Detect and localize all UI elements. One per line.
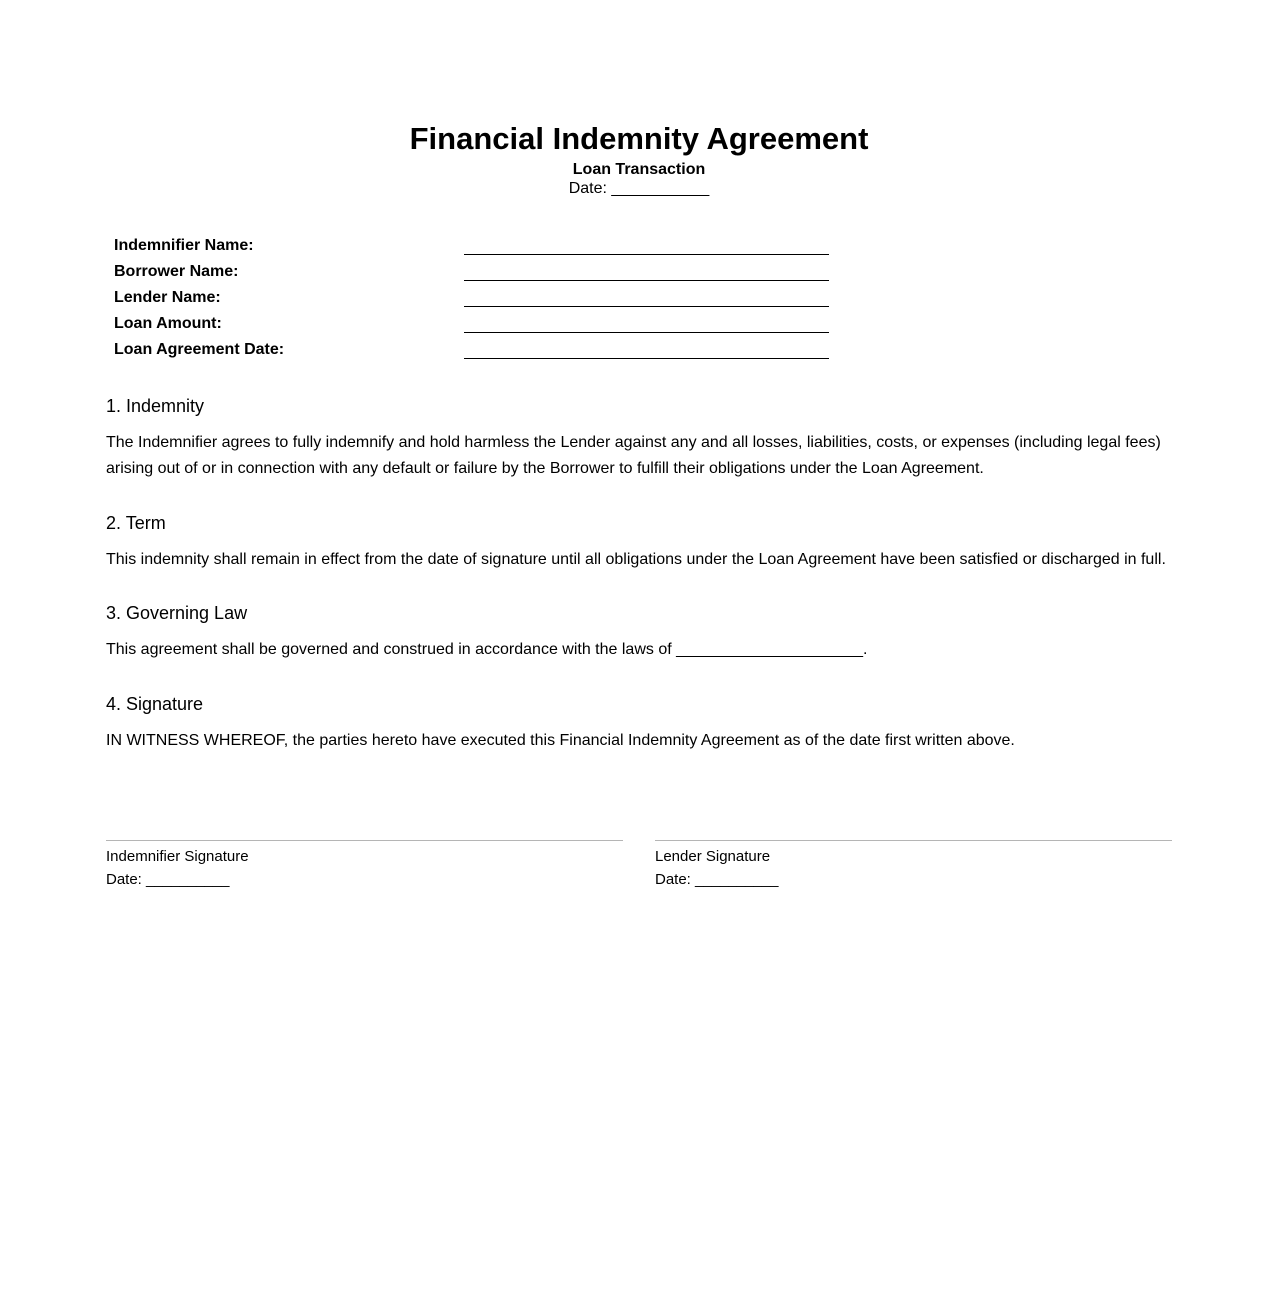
section-governing-law — [106, 602, 1172, 663]
document-subtitle: Loan Transaction — [572, 161, 706, 178]
party-details — [114, 234, 834, 364]
section-heading: 4. Signature — [106, 694, 204, 714]
field-indemnifier-name — [114, 234, 834, 260]
field-borrower-name — [114, 260, 834, 286]
section-body: This indemnity shall remain in effect from the date of signature until all obligations under the Loan Agreement have been satisfied or discharged in full. — [106, 551, 1166, 568]
section-body: This agreement shall be governed and construed in accordance with the laws of _____________________. — [106, 641, 868, 658]
signature-label: Indemnifier Signature — [106, 848, 249, 865]
section-heading: 1. Indemnity — [106, 396, 205, 416]
signature-line — [106, 840, 623, 841]
field-blank-line — [464, 254, 829, 255]
field-blank-line — [464, 332, 829, 333]
section-signature — [106, 693, 1172, 754]
field-loan-amount — [114, 312, 834, 338]
section-term — [106, 512, 1172, 573]
signature-line — [655, 840, 1172, 841]
lender-signature-block — [655, 840, 1172, 890]
indemnifier-signature-block — [106, 840, 623, 890]
field-blank-line — [464, 280, 829, 281]
field-label: Lender Name: — [114, 289, 221, 306]
field-lender-name — [114, 286, 834, 312]
field-blank-line — [464, 306, 829, 307]
document-title: Financial Indemnity Agreement — [409, 121, 869, 156]
document-date-line: Date: ___________ — [568, 180, 710, 197]
field-label: Borrower Name: — [114, 263, 239, 280]
field-blank-line — [464, 358, 829, 359]
section-indemnity — [106, 395, 1172, 482]
section-heading: 2. Term — [106, 513, 166, 533]
section-body: The Indemnifier agrees to fully indemnify and hold harmless the Lender against any and all losses, liabilities, costs, or expenses (including legal fees) arising out of or in connection with any default or failure by the Borrower to fulfill their obligations under the Loan Agreement. — [106, 434, 1161, 477]
field-loan-agreement-date — [114, 338, 834, 364]
signature-label: Lender Signature — [655, 848, 771, 865]
field-label: Loan Amount: — [114, 315, 222, 332]
signature-date-line: Date: __________ — [106, 871, 230, 888]
field-label: Loan Agreement Date: — [114, 341, 285, 358]
signature-date-line: Date: __________ — [655, 871, 779, 888]
section-body: IN WITNESS WHEREOF, the parties hereto have executed this Financial Indemnity Agreement as of the date first written above. — [106, 732, 1015, 749]
field-label: Indemnifier Name: — [114, 237, 254, 254]
section-heading: 3. Governing Law — [106, 603, 248, 623]
